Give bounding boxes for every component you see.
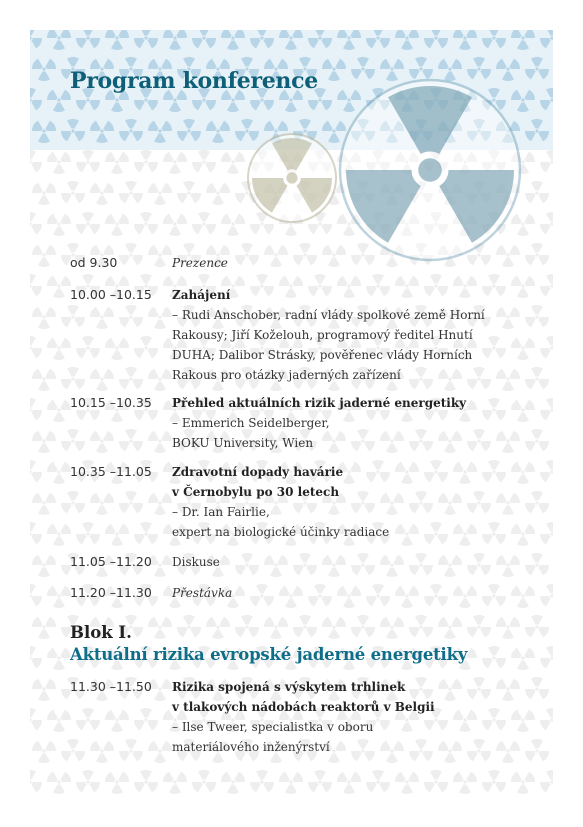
program-line: Rakous pro otázky jaderných zařízení (172, 368, 401, 382)
program-line: v Černobylu po 30 letech (172, 485, 340, 499)
program-time: od 9.30 (70, 255, 118, 270)
program-line: v tlakových nádobách reaktorů v Belgii (172, 700, 435, 714)
program-description (172, 253, 532, 273)
program-time: 11.20 –11.30 (70, 585, 152, 600)
program-page (30, 30, 553, 797)
program-description (172, 285, 532, 385)
program-line: Prezence (172, 256, 228, 270)
program-line: BOKU University, Wien (172, 436, 314, 450)
program-description (172, 677, 532, 757)
program-time: 10.35 –11.05 (70, 464, 152, 479)
program-time: 10.00 –10.15 (70, 287, 152, 302)
page-title: Program konference (70, 68, 318, 94)
program-line: Zahájení (172, 288, 231, 302)
program-line: Přehled aktuálních rizik jaderné energetiky (172, 396, 467, 410)
program-description (172, 552, 532, 572)
program-time: 10.15 –10.35 (70, 395, 152, 410)
program-line: materiálového inženýrství (172, 740, 330, 754)
program-line: Diskuse (172, 555, 220, 569)
program-line: Zdravotní dopady havárie (172, 465, 344, 479)
program-line: expert na biologické účinky radiace (172, 525, 390, 539)
program-description (172, 393, 532, 453)
program-description (172, 583, 532, 603)
program-description (172, 462, 532, 542)
program-time: 11.05 –11.20 (70, 554, 152, 569)
block-heading (70, 622, 467, 666)
program-line: – Rudi Anschober, radní vlády spolkové země Horní (172, 308, 485, 322)
block-label: Blok I. (70, 623, 132, 642)
program-line: Rakousy; Jiří Koželouh, programový ředitel Hnutí (172, 328, 473, 342)
program-line: DUHA; Dalibor Strásky, pověřenec vlády Horních (172, 348, 473, 362)
block-title: Aktuální rizika evropské jaderné energetiky (70, 645, 468, 664)
program-line: Rizika spojená s výskytem trhlinek (172, 680, 406, 694)
program-line: – Emmerich Seidelberger, (172, 416, 330, 430)
program-line: – Ilse Tweer, specialistka v oboru (172, 720, 374, 734)
program-time: 11.30 –11.50 (70, 679, 152, 694)
program-line: – Dr. Ian Fairlie, (172, 505, 270, 519)
program-line: Přestávka (172, 586, 233, 600)
